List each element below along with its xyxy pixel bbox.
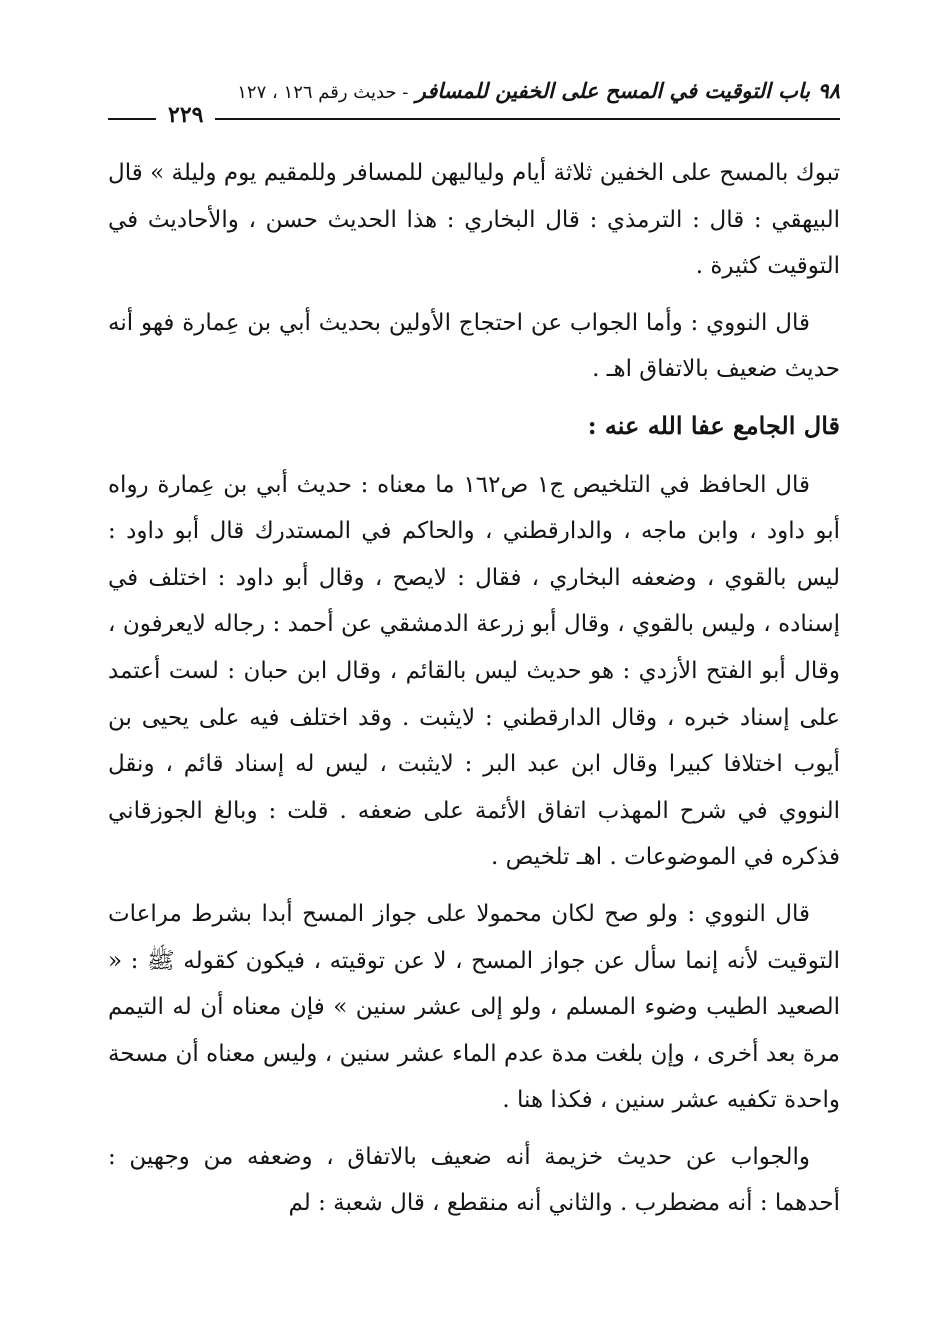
body-text <box>108 150 840 1237</box>
paragraph-1: تبوك بالمسح على الخفين ثلاثة أيام ولياليهن للمسافر وللمقيم يوم وليلة » قال البيهقي : قال : الترمذي : قال البخاري : هذا الحديث حسن ، والأحاديث في التوقيت كثيرة . <box>108 160 840 280</box>
paragraph-4: قال النووي : ولو صح لكان محمولا على جواز المسح أبدا بشرط مراعات التوقيت لأنه إنما سأل عن جواز المسح ، لا عن توقيته ، فيكون كقوله ﷺ : « الصعيد الطيب وضوء المسلم ، ولو إلى عشر سنين » فإن معناه أن له التيمم مرة بعد أخرى ، وإن بلغت مدة عدم الماء عشر سنين ، وليس معناه أن مسحة واحدة تكفيه عشر سنين ، فكذا هنا . <box>108 900 840 1114</box>
section-heading: قال الجامع عفا الله عنه : <box>587 410 840 440</box>
running-head-title: ٩٨ باب التوقيت في المسح على الخفين للمسافر <box>415 78 840 103</box>
paragraph-2: قال النووي : وأما الجواب عن احتجاج الأولين بحديث أبي بن عِمارة فهو أنه حديث ضعيف بالاتفاق اهـ . <box>108 309 840 383</box>
running-head <box>237 78 840 103</box>
paragraph-3: قال الحافظ في التلخيص ج١ ص١٦٢ ما معناه : حديث أبي بن عِمارة رواه أبو داود ، وابن ماجه ، والدارقطني ، والحاكم في المستدرك قال أبو داود : ليس بالقوي ، وضعفه البخاري ، فقال : لايصح ، وقال أبو داود : اختلف في إسناده ، وليس بالقوي ، وقال أبو زرعة الدمشقي عن أحمد : رجاله لايعرفون ، وقال أبو الفتح الأزدي : هو حديث ليس بالقائم ، وقال ابن حبان : لست أعتمد على إسناد خبره ، وقال الدارقطني : لايثبت . وقد اختلف فيه على يحيى بن أيوب اختلافا كبيرا وقال ابن عبد البر : لايثبت ، ليس له إسناد قائم ، ونقل النووي في شرح المهذب اتفاق الأئمة على ضعفه . قلت : وبالغ الجوزقاني فذكره في الموضوعات . اهـ تلخيص . <box>108 471 840 871</box>
paragraph-5: والجواب عن حديث خزيمة أنه ضعيف بالاتفاق ، وضعفه من وجهين : أحدهما : أنه مضطرب . والثاني أنه منقطع ، قال شعبة : لم <box>108 1143 840 1217</box>
page-number: ٢٢٩ <box>156 102 215 128</box>
header-rule <box>108 118 840 120</box>
running-head-hadith-numbers: - حديث رقم ١٢٦ ، ١٢٧ <box>237 82 409 103</box>
page-header <box>108 78 840 128</box>
